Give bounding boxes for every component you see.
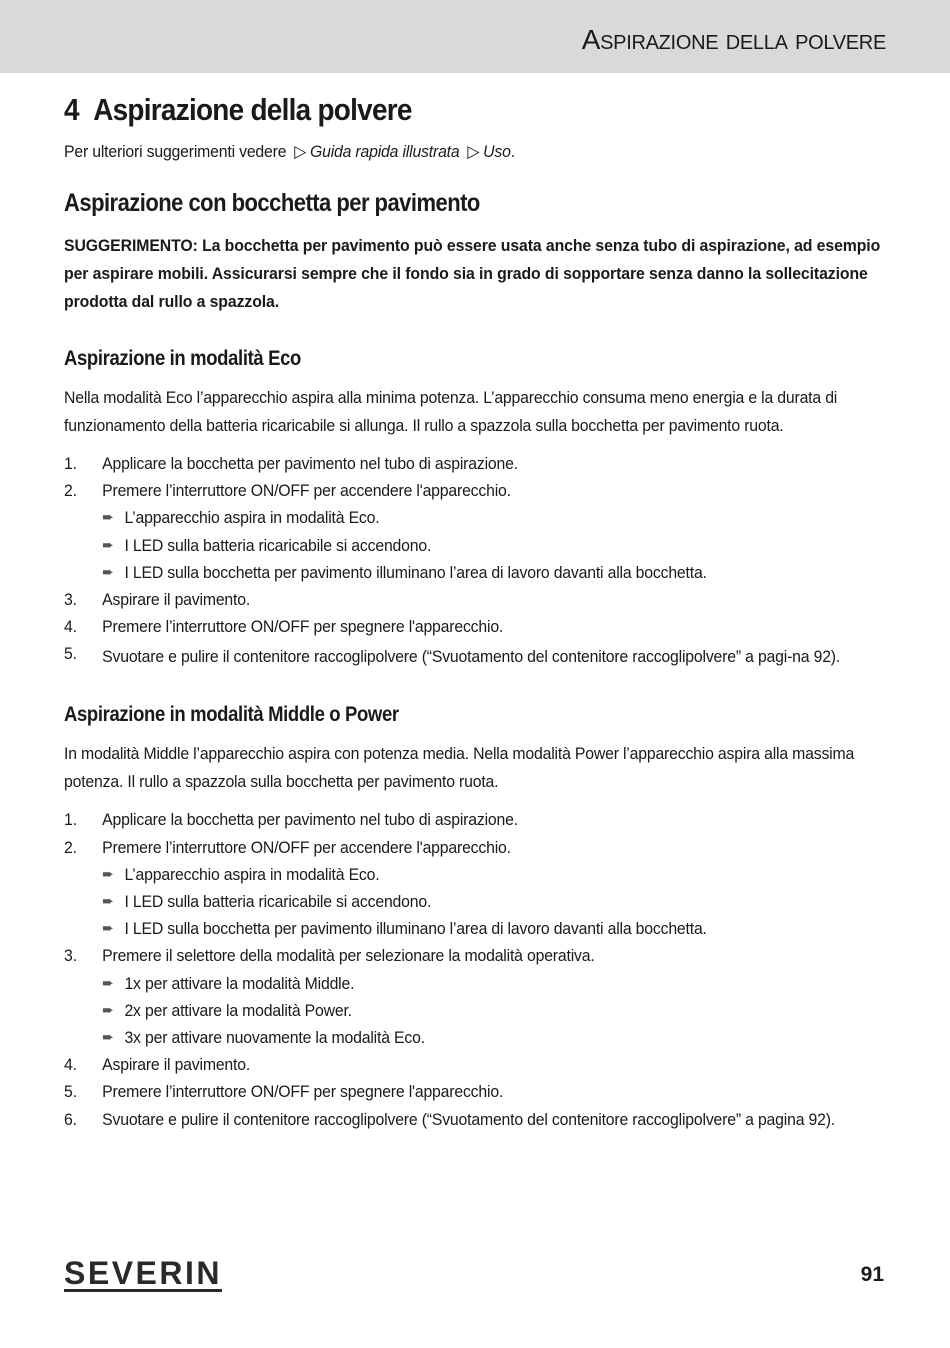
result-item (64, 532, 886, 559)
intro-end: . (510, 142, 515, 161)
step-number: 6. (64, 1109, 77, 1129)
step-item (64, 1106, 886, 1133)
step-number: 3. (64, 946, 77, 966)
result-arrow-icon: ➨ (102, 536, 114, 554)
result-arrow-icon: ➨ (102, 974, 114, 992)
step-text: Svuotare e pulire il contenitore raccoglipolvere (“Svuotamento del contenitore raccoglipolvere” a pagi-na 92). (102, 647, 841, 667)
section-title: Aspirazione con bocchetta per pavimento (64, 189, 480, 217)
step-number: 5. (64, 1082, 77, 1102)
step-item (64, 640, 886, 674)
result-arrow-icon: ➨ (102, 893, 114, 911)
reference-use: Uso (483, 142, 511, 161)
step-number: 2. (64, 837, 77, 857)
step-text: Applicare la bocchetta per pavimento nel tubo di aspirazione. (102, 810, 518, 830)
eco-steps-list (64, 450, 890, 674)
result-arrow-icon: ➨ (102, 920, 114, 938)
step-text: Premere l’interruttore ON/OFF per spegnere l'apparecchio. (102, 617, 504, 637)
page-header-band (0, 0, 950, 73)
step-text: Premere l’interruttore ON/OFF per accendere l'apparecchio. (102, 481, 511, 501)
result-text: L’apparecchio aspira in modalità Eco. (124, 864, 380, 884)
step-text: Aspirare il pavimento. (102, 1055, 251, 1075)
result-text: 2x per attivare la modalità Power. (124, 1000, 352, 1020)
step-item (64, 806, 886, 833)
step-text: Svuotare e pulire il contenitore raccoglipolvere (“Svuotamento del contenitore raccoglipolvere” a pagina 92). (102, 1109, 836, 1129)
intro-paragraph (64, 138, 886, 166)
result-text: I LED sulla batteria ricaricabile si accendono. (124, 535, 432, 555)
result-arrow-icon: ➨ (102, 865, 114, 883)
chapter-number: 4 (64, 92, 79, 127)
chapter-title: Aspirazione della polvere (93, 92, 412, 127)
result-text: I LED sulla batteria ricaricabile si accendono. (124, 892, 432, 912)
result-item (64, 861, 886, 888)
result-arrow-icon: ➨ (102, 509, 114, 527)
result-item (64, 997, 886, 1024)
step-item (64, 613, 886, 640)
running-header-title: Aspirazione della polvere (581, 24, 886, 55)
step-number: 4. (64, 617, 77, 637)
step-number: 2. (64, 481, 77, 501)
eco-mode-title: Aspirazione in modalità Eco (64, 347, 301, 370)
middle-power-steps-list (64, 806, 890, 1132)
chapter-heading (64, 88, 807, 132)
result-item (64, 559, 886, 586)
page-number: 91 (860, 1263, 884, 1286)
severin-logo: SEVERIN (64, 1255, 222, 1291)
step-item (64, 942, 886, 969)
result-text: 1x per attivare la modalità Middle. (124, 973, 355, 993)
step-number: 3. (64, 590, 77, 610)
step-text: Applicare la bocchetta per pavimento nel tubo di aspirazione. (102, 454, 518, 473)
result-text: 3x per attivare nuovamente la modalità Eco. (124, 1028, 425, 1048)
step-item (64, 477, 886, 504)
reference-arrow-icon: ▷ (294, 142, 307, 161)
step-text: Premere l’interruttore ON/OFF per accendere l'apparecchio. (102, 837, 511, 857)
reference-arrow-icon: ▷ (467, 142, 480, 161)
step-number: 5. (64, 644, 77, 664)
result-arrow-icon: ➨ (102, 1001, 114, 1019)
result-text: L’apparecchio aspira in modalità Eco. (124, 508, 380, 528)
result-item (64, 888, 886, 915)
step-item (64, 1051, 886, 1078)
result-item (64, 970, 886, 997)
intro-text: Per ulteriori suggerimenti vedere (64, 142, 287, 161)
step-number: 1. (64, 810, 77, 830)
step-number: 4. (64, 1055, 77, 1075)
step-text: Premere il selettore della modalità per selezionare la modalità operativa. (102, 946, 595, 966)
middle-power-mode-paragraph: In modalità Middle l’apparecchio aspira con potenza media. Nella modalità Power l’apparecchio aspira alla massima potenza. Il rullo a spazzola sulla bocchetta per pavimento ruota. (64, 744, 855, 792)
result-arrow-icon: ➨ (102, 1029, 114, 1047)
result-item (64, 1024, 886, 1051)
result-item (64, 504, 886, 531)
tip-note: SUGGERIMENTO: La bocchetta per pavimento può essere usata anche senza tubo di aspirazione, ad esempio per aspirare mobili. Assicurarsi sempre che il fondo sia in grado di sopportare senza danno la sollecitazione prodotta dal rullo a spazzola. (64, 236, 881, 311)
middle-power-mode-title: Aspirazione in modalità Middle o Power (64, 703, 399, 727)
result-item (64, 915, 886, 942)
step-item (64, 586, 886, 613)
result-arrow-icon: ➨ (102, 563, 114, 581)
eco-mode-paragraph: Nella modalità Eco l’apparecchio aspira alla minima potenza. L’apparecchio consuma meno energia e la durata di funzionamento della batteria ricaricabile si allunga. Il rullo a spazzola sulla bocchetta per pavimento ruota. (64, 388, 838, 435)
step-text: Premere l’interruttore ON/OFF per spegnere l'apparecchio. (102, 1082, 504, 1102)
step-item (64, 450, 886, 477)
result-text: I LED sulla bocchetta per pavimento illuminano l’area di lavoro davanti alla bocchetta. (124, 562, 707, 582)
reference-quick-guide: Guida rapida illustrata (309, 142, 460, 161)
step-text: Aspirare il pavimento. (102, 590, 251, 610)
step-item (64, 834, 886, 861)
step-number: 1. (64, 454, 77, 473)
page-content (64, 88, 890, 1159)
result-text: I LED sulla bocchetta per pavimento illuminano l’area di lavoro davanti alla bocchetta. (124, 919, 707, 939)
step-item (64, 1078, 886, 1105)
